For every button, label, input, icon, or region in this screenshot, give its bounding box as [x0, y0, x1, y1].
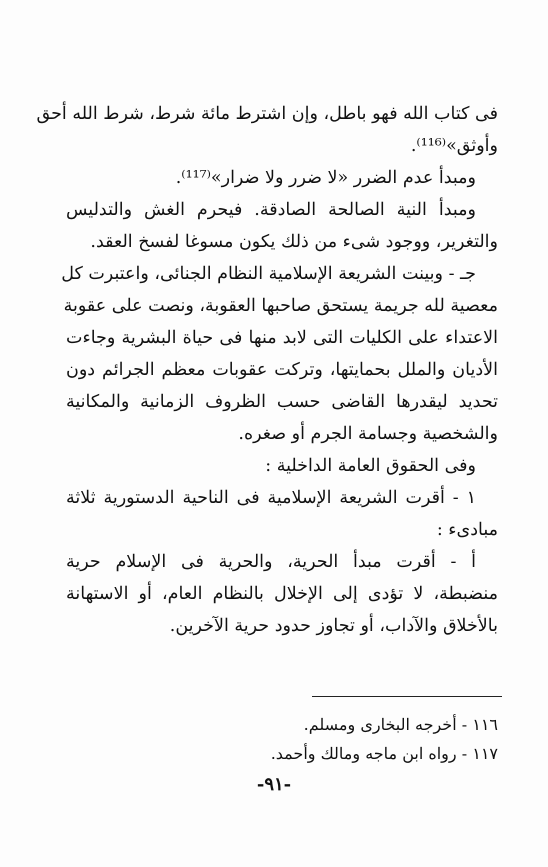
paragraph-hadith-end — [36, 98, 498, 162]
page-number: -٩١- — [256, 774, 292, 795]
paragraph-public-rights — [66, 450, 498, 482]
text-line: معصية لله جريمة يستحق صاحبها العقوبة، ونصت على عقوبة — [63, 296, 498, 316]
footnotes — [66, 710, 498, 768]
text-line: ١ - أقرت الشريعة الإسلامية فى الناحية الدستورية ثلاثة — [66, 488, 476, 508]
text-line: منضبطة، لا تؤدى إلى الإخلال بالنظام العام، أو الاستهانة — [66, 584, 498, 604]
text-line: وأوثق»⁽¹¹⁶⁾. — [410, 136, 498, 156]
text-line: الأديان والملل بحمايتها، وتركت عقوبات معظم الجرائم دون — [66, 360, 498, 380]
text-line: جـ - وبينت الشريعة الإسلامية النظام الجنائى، واعتبرت كل — [61, 264, 476, 284]
text-line: فى كتاب الله فهو باطل، وإن اشترط مائة شرط، شرط الله أحق — [36, 104, 498, 124]
main-text — [36, 98, 498, 642]
text-line: أ - أقرت مبدأ الحرية، والحرية فى الإسلام حرية — [66, 552, 476, 572]
footnote-116: ١١٦ - أخرجه البخارى ومسلم. — [303, 715, 498, 734]
text-line: بالأخلاق والآداب، أو تجاوز حدود حرية الآخرين. — [169, 616, 498, 636]
paragraph-constitutional — [66, 482, 498, 546]
text-line: مبادىء : — [436, 520, 498, 540]
footnote-divider — [312, 696, 502, 697]
paragraph-no-harm — [66, 162, 498, 194]
text-line: تحديد ليقدرها القاضى حسب الظروف الزمانية والمكانية — [66, 392, 498, 412]
text-line: والشخصية وجسامة الجرم أو صغره. — [238, 424, 498, 444]
text-line: وفى الحقوق العامة الداخلية : — [265, 456, 476, 476]
text-line: ومبدأ النية الصالحة الصادقة. فيحرم الغش والتدليس — [66, 200, 476, 220]
paragraph-freedom — [66, 546, 498, 642]
text-line: والتغرير، ووجود شىء من ذلك يكون مسوغا لفسخ العقد. — [90, 232, 498, 252]
paragraph-good-faith — [66, 194, 498, 226]
text-line: ومبدأ عدم الضرر «لا ضرر ولا ضرار»⁽¹¹⁷⁾. — [175, 168, 476, 188]
paragraph-criminal-system — [61, 258, 498, 450]
footnote-117: ١١٧ - رواه ابن ماجه ومالك وأحمد. — [270, 744, 498, 763]
text-line: الاعتداء على الكليات التى لابد منها فى حياة البشرية وجاءت — [66, 328, 498, 348]
paragraph-good-faith-cont — [66, 226, 498, 258]
